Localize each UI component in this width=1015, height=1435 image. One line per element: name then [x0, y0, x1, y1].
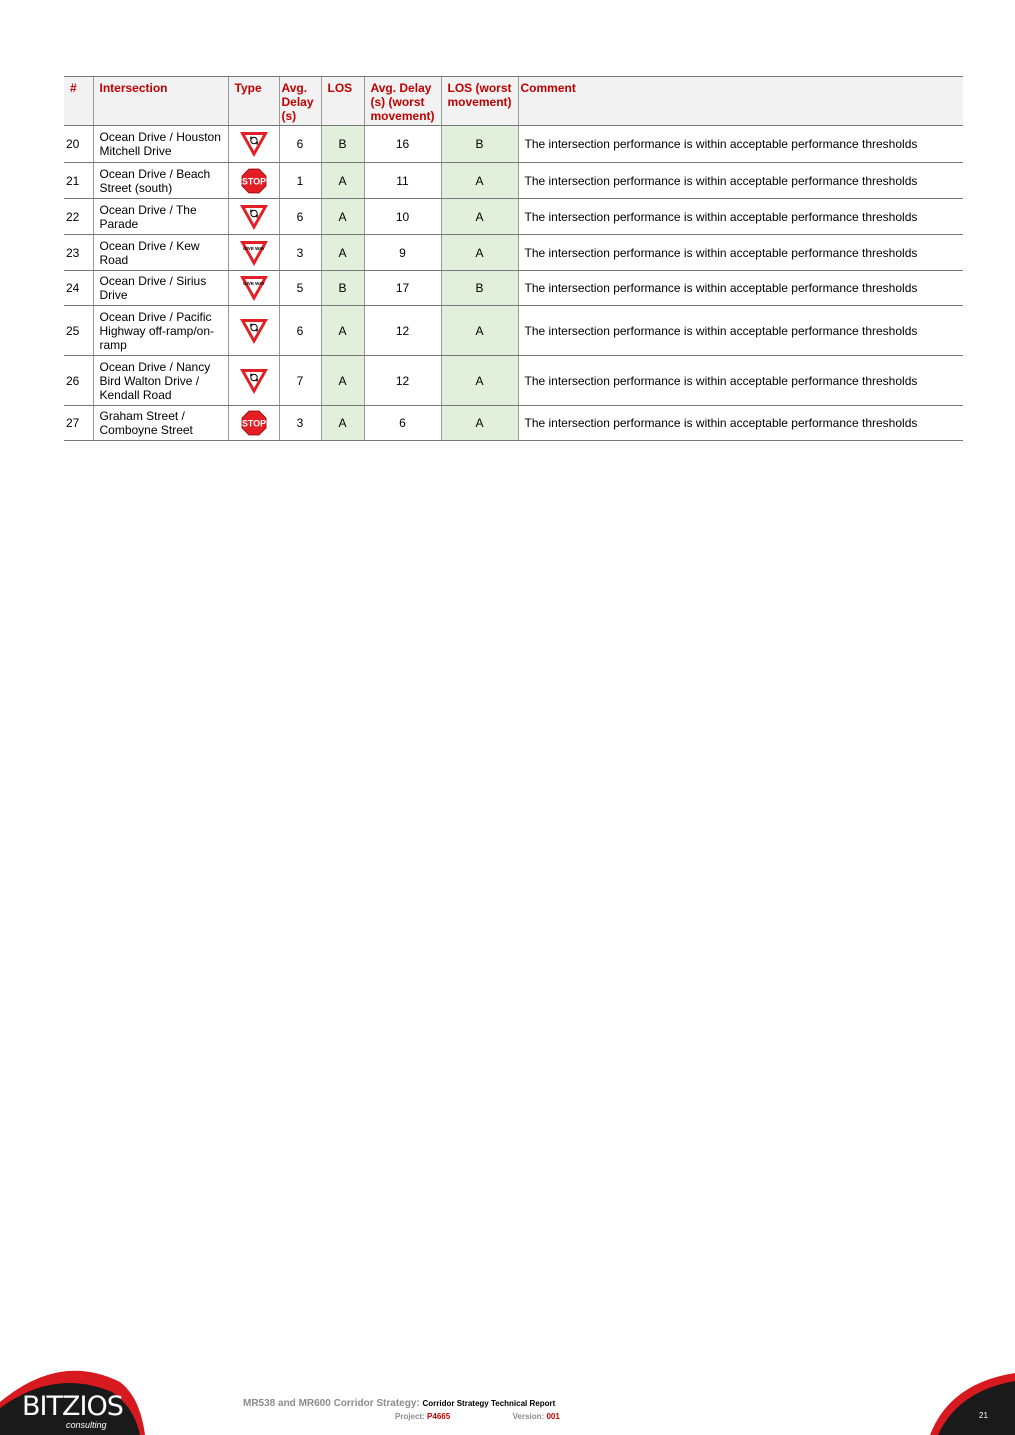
los: B [321, 271, 364, 306]
los-worst: A [441, 306, 518, 356]
project-value: P4665 [427, 1412, 451, 1421]
table-row [64, 199, 963, 235]
type-cell [228, 306, 279, 356]
comment: The intersection performance is within acceptable performance thresholds [518, 306, 963, 356]
comment: The intersection performance is within acceptable performance thresholds [518, 406, 963, 441]
header-comment: Comment [518, 77, 963, 126]
los: A [321, 199, 364, 235]
project-label: Project: [395, 1412, 425, 1421]
comment: The intersection performance is within acceptable performance thresholds [518, 271, 963, 306]
avg-delay-worst: 12 [364, 306, 441, 356]
table-row [64, 306, 963, 356]
row-number: 22 [64, 199, 93, 235]
type-cell [228, 356, 279, 406]
intersection-name: Ocean Drive / Beach Street (south) [93, 163, 228, 199]
table-row [64, 126, 963, 163]
los: A [321, 163, 364, 199]
los-worst: B [441, 271, 518, 306]
avg-delay-worst: 16 [364, 126, 441, 163]
comment: The intersection performance is within acceptable performance thresholds [518, 199, 963, 235]
header-intersection: Intersection [93, 77, 228, 126]
header-num: # [64, 77, 93, 126]
los-worst: A [441, 235, 518, 271]
intersection-name: Ocean Drive / Houston Mitchell Drive [93, 126, 228, 163]
roundabout-sign-icon [239, 203, 269, 231]
row-number: 23 [64, 235, 93, 271]
avg-delay: 6 [279, 199, 321, 235]
row-number: 20 [64, 126, 93, 163]
avg-delay-worst: 12 [364, 356, 441, 406]
header-avg-delay: Avg. Delay (s) [279, 77, 321, 126]
footer-title: MR538 and MR600 Corridor Strategy: [243, 1398, 420, 1409]
avg-delay: 1 [279, 163, 321, 199]
type-cell [228, 163, 279, 199]
comment: The intersection performance is within acceptable performance thresholds [518, 235, 963, 271]
row-number: 21 [64, 163, 93, 199]
roundabout-sign-icon [239, 130, 269, 158]
avg-delay-worst: 11 [364, 163, 441, 199]
row-number: 25 [64, 306, 93, 356]
version-value: 001 [546, 1412, 560, 1421]
page-number: 21 [979, 1411, 988, 1420]
table-row [64, 406, 963, 441]
give-way-sign-icon [239, 239, 269, 267]
row-number: 27 [64, 406, 93, 441]
footer-subtitle: Corridor Strategy Technical Report [422, 1399, 556, 1408]
avg-delay: 7 [279, 356, 321, 406]
roundabout-sign-icon [239, 367, 269, 395]
table-row [64, 356, 963, 406]
avg-delay-worst: 6 [364, 406, 441, 441]
los: A [321, 356, 364, 406]
avg-delay: 5 [279, 271, 321, 306]
intersection-name: Graham Street / Comboyne Street [93, 406, 228, 441]
avg-delay: 6 [279, 126, 321, 163]
table-row [64, 163, 963, 199]
svg-text:GIVE WAY: GIVE WAY [242, 281, 265, 286]
los: A [321, 406, 364, 441]
type-cell [228, 406, 279, 441]
svg-text:GIVE WAY: GIVE WAY [242, 245, 265, 251]
avg-delay: 3 [279, 235, 321, 271]
intersection-name: Ocean Drive / Kew Road [93, 235, 228, 271]
los: A [321, 306, 364, 356]
avg-delay-worst: 17 [364, 271, 441, 306]
avg-delay: 3 [279, 406, 321, 441]
logo-subtext: consulting [66, 1420, 107, 1430]
stop-sign-icon [239, 167, 269, 195]
intersection-name: Ocean Drive / The Parade [93, 199, 228, 235]
header-los: LOS [321, 77, 364, 126]
svg-text:STOP: STOP [241, 176, 266, 186]
intersection-name: Ocean Drive / Sirius Drive [93, 271, 228, 306]
header-type: Type [228, 77, 279, 126]
type-cell [228, 126, 279, 163]
footer-report-info [243, 1398, 560, 1421]
table-header-row [64, 77, 963, 126]
page-corner-graphic [930, 1373, 1015, 1435]
los-worst: A [441, 163, 518, 199]
avg-delay-worst: 9 [364, 235, 441, 271]
comment: The intersection performance is within acceptable performance thresholds [518, 126, 963, 163]
table-body [64, 126, 963, 441]
comment: The intersection performance is within acceptable performance thresholds [518, 356, 963, 406]
stop-sign-icon [239, 409, 269, 437]
give-way-sign-icon [239, 274, 269, 302]
roundabout-sign-icon [239, 317, 269, 345]
type-cell [228, 235, 279, 271]
svg-text:STOP: STOP [241, 418, 266, 429]
header-avg-delay-worst: Avg. Delay (s) (worst movement) [364, 77, 441, 126]
table-row [64, 235, 963, 271]
avg-delay-worst: 10 [364, 199, 441, 235]
avg-delay: 6 [279, 306, 321, 356]
row-number: 24 [64, 271, 93, 306]
los: B [321, 126, 364, 163]
header-los-worst: LOS (worst movement) [441, 77, 518, 126]
intersection-performance-table [64, 76, 963, 441]
logo-text: BITZIOS [22, 1391, 123, 1422]
type-cell [228, 271, 279, 306]
intersection-name: Ocean Drive / Nancy Bird Walton Drive / Kendall Road [93, 356, 228, 406]
row-number: 26 [64, 356, 93, 406]
version-label: Version: [512, 1412, 545, 1421]
intersection-name: Ocean Drive / Pacific Highway off-ramp/on-ramp [93, 306, 228, 356]
table-row [64, 271, 963, 306]
los-worst: B [441, 126, 518, 163]
comment: The intersection performance is within acceptable performance thresholds [518, 163, 963, 199]
type-cell [228, 199, 279, 235]
los-worst: A [441, 199, 518, 235]
los-worst: A [441, 406, 518, 441]
los: A [321, 235, 364, 271]
los-worst: A [441, 356, 518, 406]
